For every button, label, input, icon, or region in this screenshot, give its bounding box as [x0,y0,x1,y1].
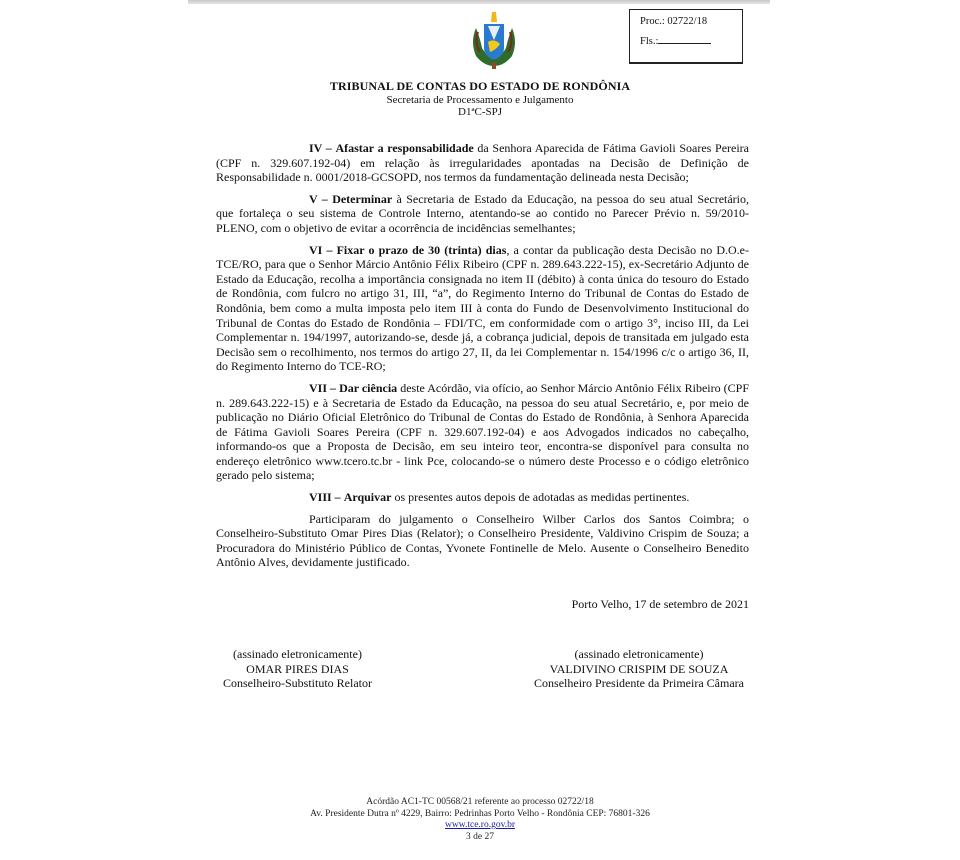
signatory-name: OMAR PIRES DIAS [246,661,349,676]
signatory-name: VALDIVINO CRISPIM DE SOUZA [549,661,729,676]
decision-item-vi [216,243,749,374]
item-action: Arquivar [343,490,392,505]
decision-item-vii [216,381,749,483]
signature-note: (assinado eletronicamente) [233,647,362,661]
process-number: Proc.: 02722/18 [640,16,708,27]
department-name: Secretaria de Processamento e Julgamento [386,94,574,106]
item-text: , a contar da publicação desta Decisão no D.O.e-TCE/RO, para que o Senhor Márcio Antônio Félix Ribeiro (CPF n. 289.643.222-15), ex-Secretário Adjunto de Estado da Educação, recolha a importância consignada no item II (débito) à conta única do tesouro do Estado de Rondônia, com fulcro no artigo 31, III, “a”, do Regimento Interno do Tribunal de Contas do Estado de Rondônia, bem como a multa imposta pelo item III à conta do Fundo de Desenvolvimento Institucional do Tribunal de Contas do Estado de Rondônia – FDI/TC, em conformidade com o artigo 3°, inciso III, da Lei Complementar n. 194/1997, autorizando-se, desde já, a cobrança judicial, depois de transitada em julgado esta Decisão sem o recolhimento, nos termos do artigo 27, II, da lei Complementar n. 154/1996 c/c o artigo 36, II, do Regimento Interno do TCE-RO; [216,242,749,374]
decision-item-iv [216,141,749,185]
process-number-box [629,9,743,64]
state-coat-of-arms-icon [466,8,522,72]
folio-blank-line [658,33,711,44]
item-numeral: VIII – [309,490,341,505]
signatory-role: Conselheiro Presidente da Primeira Câmara [534,676,744,690]
website-link[interactable]: www.tce.ro.gov.br [445,820,515,830]
decision-body [216,141,749,577]
item-text: deste Acórdão, via ofício, ao Senhor Márcio Antônio Félix Ribeiro (CPF n. 289.643.222-15) e à Secretaria de Estado da Educação, na pessoa do seu atual Secretário, e, por meio de publicação no Diário Oficial Eletrônico do Tribunal de Contas do Estado de Rondônia, à Senhora Aparecida de Fátima Gavioli Soares Pereira (CPF n. 329.607.192-04) e aos Advogados indicados no cabeçalho, informando-os que a Proposta de Decisão, em seu inteiro teor, encontra-se disponível para consulta no endereço eletrônico www.tcero.tc.br - link Pce, colocando-se o número deste Processo e o código eletrônico gerado pelo sistema; [216,380,749,483]
footer-reference: Acórdão AC1-TC 00568/21 referente ao processo 02722/18 [366,797,594,807]
item-text: à Secretaria de Estado da Educação, na pessoa do seu atual Secretário, que fortaleça o seu sistema de Controle Interno, atentando-se ao contido no Parecer Prévio n. 59/2010-PLENO, com o objetivo de evitar a ocorrência de incidências semelhantes; [216,191,750,235]
place-and-date: Porto Velho, 17 de setembro de 2021 [571,597,749,611]
item-numeral: IV – [309,141,332,155]
division-code: D1ªC-SPJ [458,106,502,118]
decision-item-viii [216,490,749,505]
participation-paragraph: Participaram do julgamento o Conselheiro Wilber Carlos dos Santos Coimbra; o Conselheiro-Substituto Omar Pires Dias (Relator); o Conselheiro Presidente, Valdivino Crispim de Souza; a Procuradora do Ministério Público de Contas, Yvonete Fontinelle de Melo. Ausente o Conselheiro Benedito Antônio Alves, devidamente justificado. [216,511,749,570]
item-text: os presentes autos depois de adotadas as medidas pertinentes. [391,490,690,505]
signature-rapporteur [210,647,385,691]
item-action: Fixar o prazo de 30 (trinta) dias [336,242,507,257]
page-top-edge [188,0,770,4]
footer-address: Av. Presidente Dutra nº 4229, Bairro: Pedrinhas Porto Velho - Rondônia CEP: 76801-326 [310,808,650,819]
item-action: Dar ciência [339,380,398,395]
folio-label: Fls.: [640,36,659,47]
page-footer [0,797,960,843]
item-action: Determinar [332,191,393,206]
item-numeral: VI – [309,242,333,257]
item-text: da Senhora Aparecida de Fátima Gavioli Soares Pereira (CPF n. 329.607.192-04) em relação às irregularidades apontadas na Decisão de Definição de Responsabilidade n. 0001/2018-GCSOPD, nos termos da fundamentação delineada nesta Decisão; [216,141,750,185]
signature-president [520,647,758,691]
item-action: Afastar a responsabilidade [335,141,474,155]
page-number: 3 de 27 [466,831,494,842]
decision-item-v [216,192,749,236]
signature-note: (assinado eletronicamente) [574,647,704,661]
item-numeral: VII – [309,380,337,395]
item-numeral: V – [309,191,328,206]
institution-title: TRIBUNAL DE CONTAS DO ESTADO DE RONDÔNIA [329,79,631,93]
signatory-role: Conselheiro-Substituto Relator [223,676,372,690]
folio-field [640,33,711,49]
